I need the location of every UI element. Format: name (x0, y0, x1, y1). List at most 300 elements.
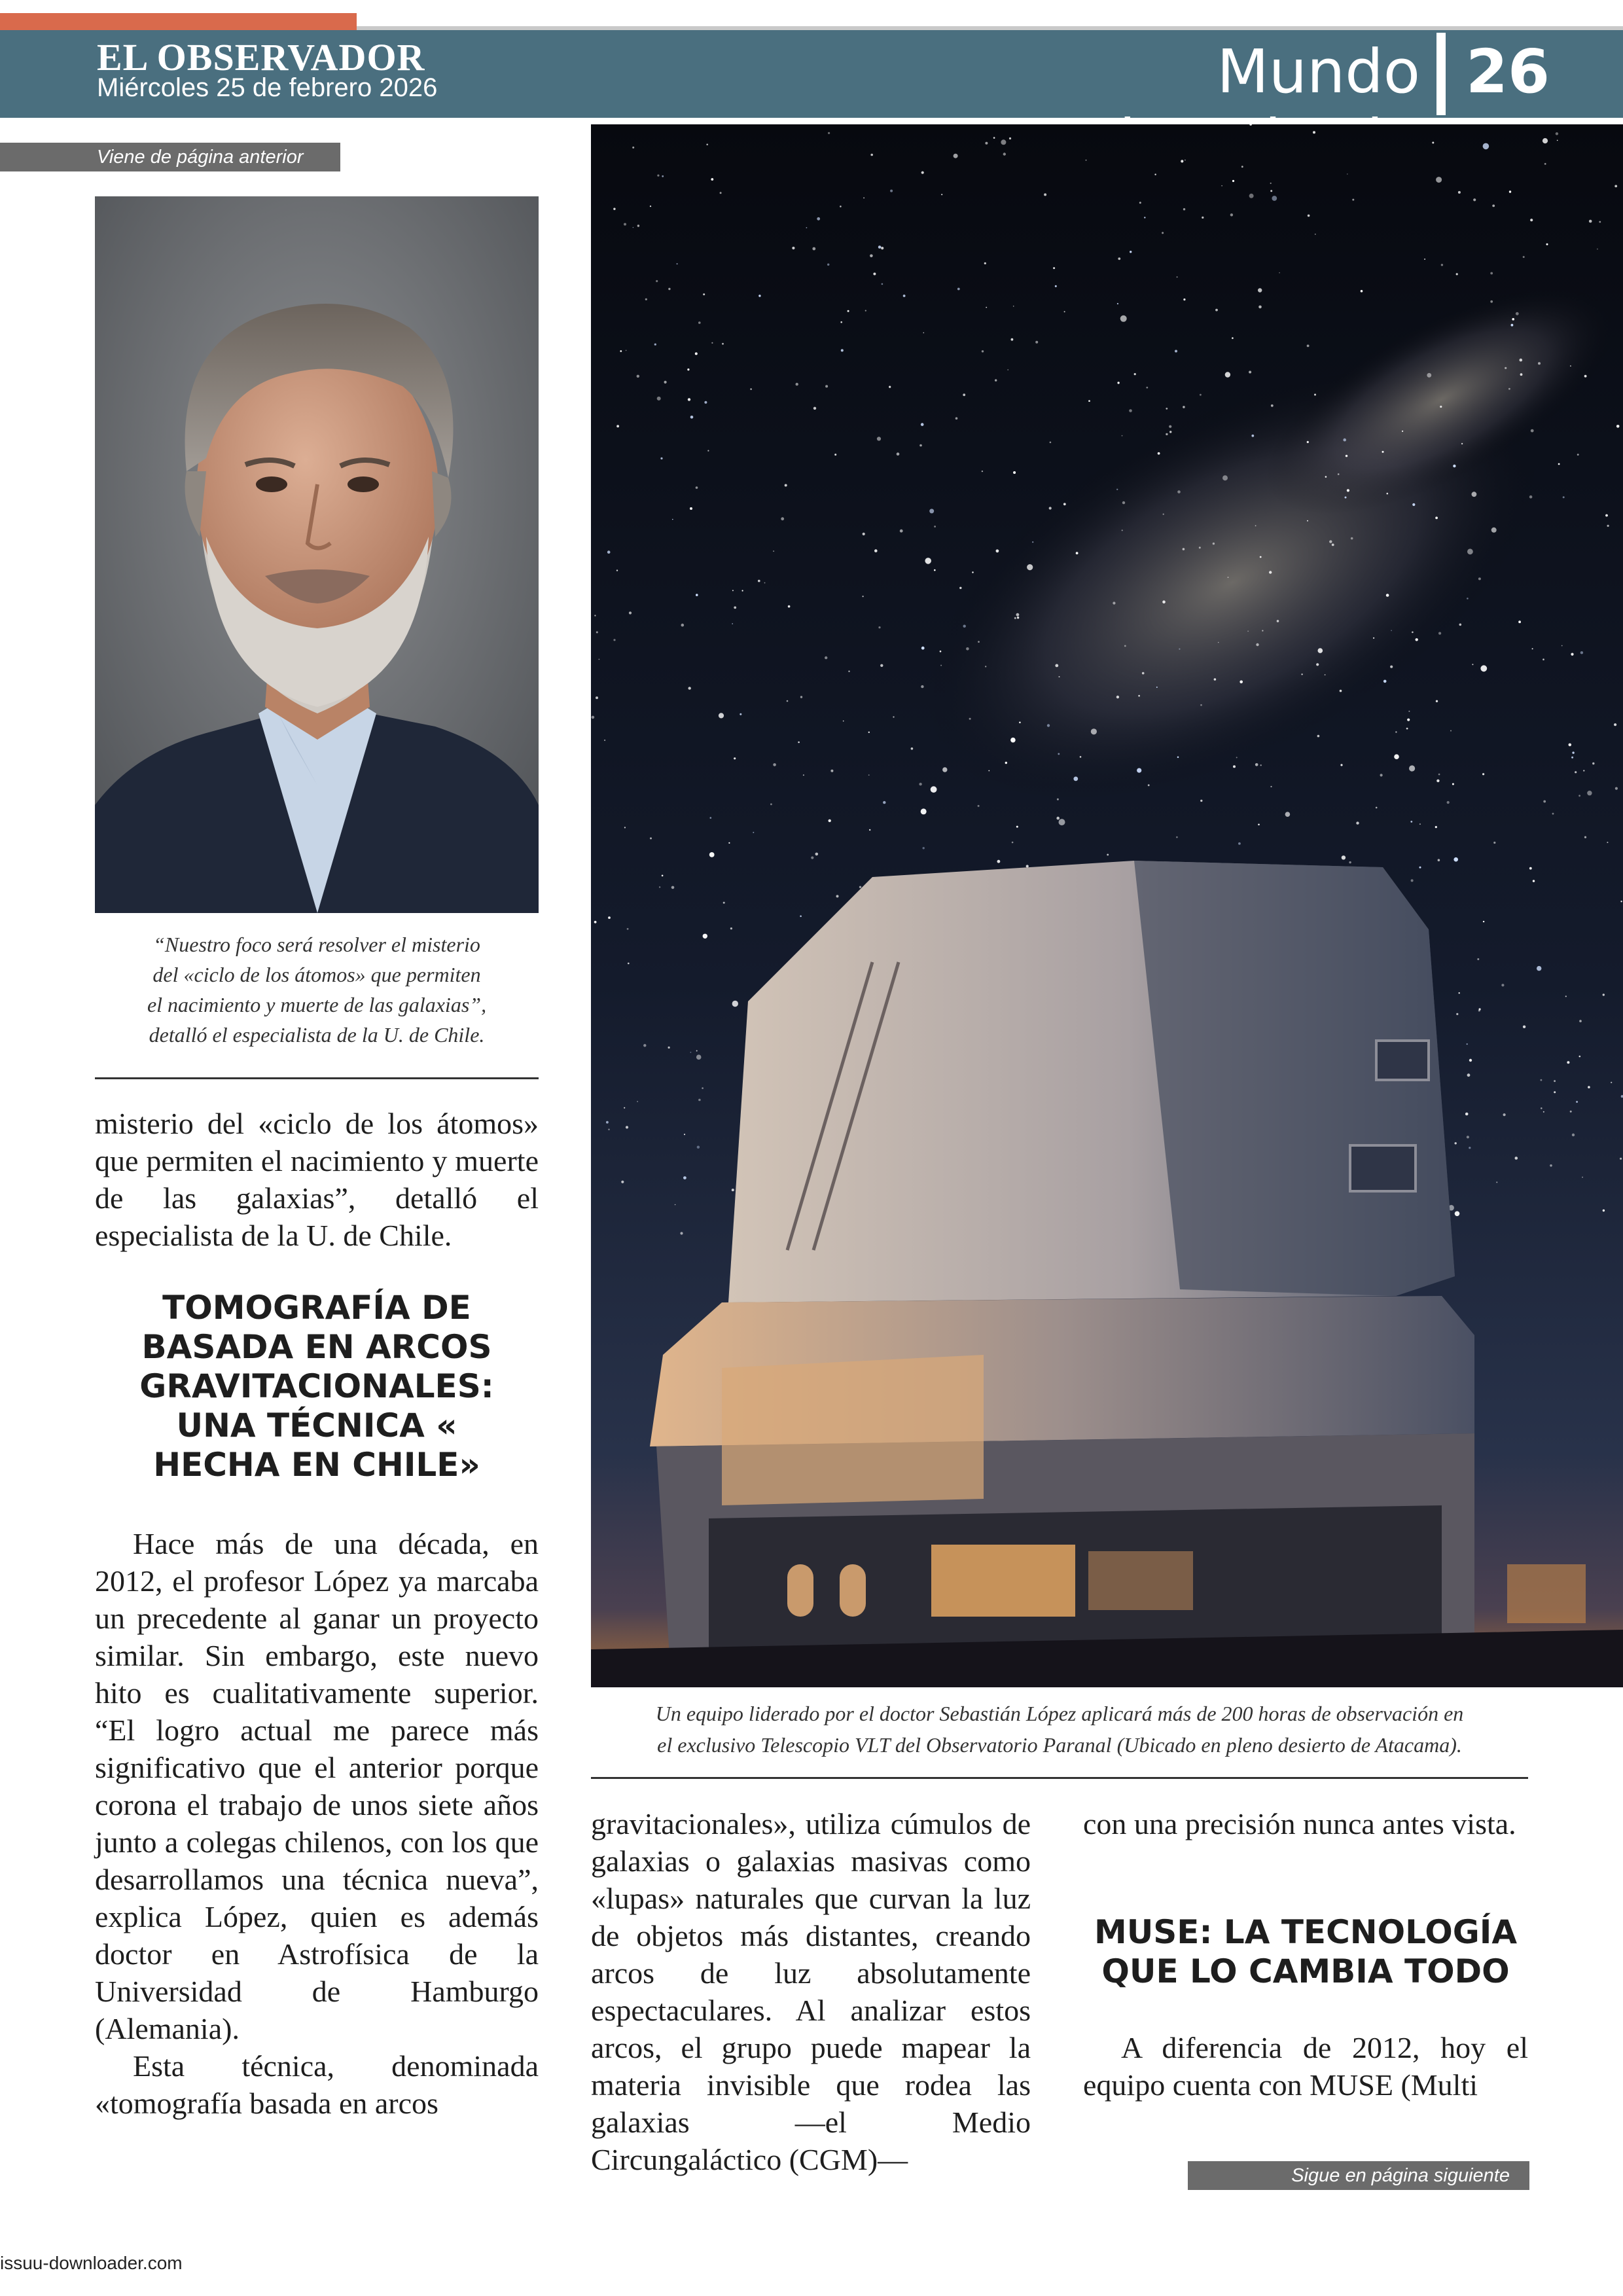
star (1200, 704, 1202, 706)
star (1249, 371, 1251, 374)
star (1279, 272, 1280, 274)
star (637, 375, 639, 378)
star (1251, 435, 1254, 437)
right-column-body (1083, 2029, 1528, 2104)
star (1603, 1210, 1605, 1211)
star (1453, 465, 1455, 467)
star (1578, 795, 1580, 797)
star (1620, 901, 1622, 902)
star (1588, 1086, 1590, 1088)
star (878, 245, 882, 249)
star (1518, 620, 1521, 623)
star (1044, 193, 1046, 196)
star (978, 805, 980, 807)
star (1356, 821, 1359, 824)
star (1492, 205, 1495, 207)
star (690, 507, 692, 510)
star (711, 178, 713, 181)
star (604, 740, 605, 741)
star (865, 310, 866, 312)
star (978, 641, 980, 643)
star (1142, 672, 1145, 675)
star (608, 916, 611, 919)
star (859, 886, 861, 888)
star (1387, 493, 1389, 495)
star (1447, 801, 1450, 804)
star (1055, 664, 1058, 668)
star (683, 1176, 687, 1179)
star (878, 626, 880, 628)
star (1583, 770, 1584, 771)
star (863, 198, 865, 199)
star (1582, 1177, 1583, 1178)
star (923, 847, 925, 849)
star (1391, 630, 1392, 632)
star (1200, 800, 1202, 802)
star (954, 154, 958, 158)
star (1490, 272, 1493, 275)
star (1412, 503, 1415, 506)
star (996, 549, 999, 552)
star (921, 171, 924, 174)
intro-continuation-text (95, 1105, 539, 1254)
star (1139, 202, 1141, 204)
star (921, 423, 924, 426)
star (1222, 475, 1228, 480)
star (1001, 139, 1006, 145)
paragraph: Hace más de una década, en 2012, el profesor López ya marcaba un precedente al ganar un proyecto similar. Sin embargo, este nuevo hito es cualitativamente superior. “El logro actual me parece más significativo que el anterior porque corona el trabajo de unos siete años junto a colegas chilenos, con los que desarrollamos una técnica nueva”, explica López, quien es además doctor en Astrofísica de la Universidad de Hamburgo (Alemania). (95, 1527, 539, 2045)
star (1424, 259, 1425, 260)
star (787, 700, 789, 702)
star (870, 255, 873, 258)
star (934, 569, 936, 571)
star (1122, 435, 1123, 437)
star (684, 1134, 685, 1135)
star (1086, 160, 1087, 161)
star (963, 625, 966, 628)
star (1419, 823, 1421, 825)
star (1440, 406, 1442, 408)
star (628, 963, 630, 965)
star (1063, 503, 1066, 505)
star (800, 696, 802, 698)
star (1571, 757, 1573, 759)
star (931, 786, 937, 793)
star (1080, 756, 1082, 758)
star (1435, 826, 1437, 828)
star (836, 895, 839, 897)
star (985, 142, 988, 145)
star (675, 1204, 676, 1206)
paragraph: A diferencia de 2012, hoy el equipo cuenta con MUSE (Multi (1083, 2031, 1528, 2102)
star (1380, 774, 1383, 776)
star (1565, 996, 1567, 997)
star (703, 293, 705, 295)
star (1501, 984, 1504, 986)
star (624, 827, 626, 828)
star (1556, 132, 1558, 135)
star (986, 307, 987, 308)
star (1200, 394, 1202, 396)
star (1570, 1111, 1572, 1113)
star (657, 397, 661, 401)
star (788, 605, 791, 608)
star (911, 747, 914, 750)
star (637, 224, 639, 226)
star (1552, 813, 1554, 815)
paragraph: Esta técnica, denominada «tomografía basada en arcos (95, 2049, 539, 2120)
star (1158, 452, 1160, 455)
star (1605, 514, 1608, 517)
star (1406, 728, 1408, 730)
star (758, 295, 760, 296)
star (1213, 543, 1215, 545)
star (1317, 735, 1320, 738)
star (1055, 285, 1057, 287)
star (1214, 678, 1217, 681)
telescope-photo (591, 124, 1623, 1687)
star (1236, 757, 1238, 758)
star (1228, 577, 1229, 578)
star (1232, 337, 1234, 339)
star (770, 803, 772, 805)
star (1169, 425, 1171, 428)
star (1515, 1157, 1518, 1160)
star (1162, 232, 1164, 234)
star (785, 484, 787, 487)
star (811, 856, 813, 859)
star (972, 571, 973, 573)
star (626, 1126, 628, 1128)
star (1340, 690, 1342, 692)
star (1508, 388, 1510, 390)
star (919, 783, 921, 785)
star (1325, 674, 1326, 675)
star (728, 842, 730, 844)
star (707, 450, 709, 452)
star (883, 801, 885, 804)
star (890, 190, 893, 192)
star (1543, 1111, 1544, 1113)
star (742, 590, 743, 591)
star (1615, 787, 1618, 790)
star (1059, 676, 1060, 677)
star (1435, 516, 1438, 519)
star (1467, 548, 1473, 554)
star (1611, 1082, 1612, 1083)
star (1541, 1079, 1543, 1081)
star (841, 349, 844, 351)
star (1557, 140, 1558, 141)
star (1472, 664, 1473, 665)
star (1156, 687, 1158, 688)
star (1346, 455, 1347, 457)
star (840, 321, 842, 323)
subheading-line: MUSE: LA TECNOLOGÍA (1094, 1913, 1518, 1951)
star (1076, 552, 1079, 554)
star (662, 875, 664, 877)
star (940, 665, 942, 666)
star (877, 437, 881, 440)
star (654, 344, 656, 346)
star (645, 298, 647, 300)
star (1543, 138, 1548, 143)
star (1597, 249, 1598, 250)
star (781, 517, 784, 520)
star (732, 590, 734, 591)
star (1013, 306, 1014, 307)
star (1452, 783, 1454, 785)
left-column-body (95, 1525, 539, 2122)
subheading-line: UNA TÉCNICA « (176, 1407, 457, 1444)
star (1607, 525, 1609, 527)
star (1050, 442, 1052, 444)
star (1532, 648, 1533, 649)
star (1383, 680, 1387, 683)
star (1116, 696, 1119, 698)
star (1124, 645, 1126, 647)
star (1345, 497, 1347, 499)
star (942, 767, 947, 772)
star (1177, 490, 1181, 493)
paragraph: gravitacionales», utiliza cúmulos de galaxias o galaxias masivas como «lupas» naturales que curvan la luz de objetos más distantes, creando arcos de luz absolutamente espectaculares. Al analizar estos arcos, el grupo puede mapear la materia invisible que rodea las galaxias —el Medio Circungaláctico (CGM)— (591, 1807, 1031, 2176)
star (1269, 571, 1272, 573)
star (1017, 617, 1019, 619)
star (624, 1107, 625, 1109)
star (1225, 372, 1230, 377)
star (1467, 1136, 1469, 1138)
star (1270, 190, 1272, 192)
star (966, 647, 969, 651)
star (1412, 632, 1414, 634)
star (696, 486, 698, 489)
star (813, 407, 816, 410)
star (1117, 303, 1118, 304)
star (840, 206, 842, 207)
star (1543, 800, 1546, 803)
portrait-caption (95, 929, 539, 1050)
star (1441, 264, 1443, 266)
star (1543, 658, 1544, 660)
star (1523, 1026, 1525, 1028)
star (723, 902, 725, 904)
previous-page-tag[interactable]: Viene de página anterior (0, 143, 340, 171)
star (941, 194, 942, 195)
star (800, 916, 802, 918)
star (1469, 1147, 1471, 1149)
star (1349, 861, 1351, 863)
star (934, 526, 936, 528)
star (1373, 637, 1374, 639)
star (1459, 992, 1460, 994)
star (697, 1146, 700, 1149)
star (1270, 786, 1272, 787)
star (1318, 648, 1323, 653)
star (1301, 673, 1302, 675)
star (662, 175, 664, 177)
star (1493, 842, 1495, 844)
star (1032, 541, 1033, 543)
star (1465, 1113, 1469, 1116)
star (613, 208, 615, 210)
star (880, 664, 883, 667)
star (1558, 463, 1560, 465)
star (656, 280, 658, 282)
star (1491, 528, 1497, 533)
star (710, 817, 712, 819)
star (702, 1087, 704, 1089)
star (740, 713, 741, 715)
star (594, 921, 597, 924)
star (677, 263, 678, 264)
next-page-tag[interactable]: Sigue en página siguiente (1188, 2161, 1529, 2190)
star (1053, 267, 1055, 269)
star (1215, 309, 1218, 312)
star (1520, 373, 1523, 376)
star (1340, 764, 1342, 766)
star (1351, 537, 1353, 540)
star (1569, 744, 1572, 747)
star (1175, 350, 1177, 353)
star (1130, 251, 1132, 253)
star (1467, 598, 1469, 600)
star (722, 343, 724, 345)
star (1233, 765, 1236, 768)
star (1455, 1142, 1457, 1144)
star (621, 1181, 624, 1183)
star (1088, 400, 1090, 402)
star (1129, 409, 1132, 412)
star (792, 247, 794, 249)
star (1247, 631, 1249, 632)
star (1550, 1164, 1552, 1167)
star (732, 1189, 734, 1191)
star (1572, 1134, 1575, 1136)
star (1456, 273, 1458, 275)
star (929, 509, 934, 513)
star (988, 770, 990, 772)
star (1530, 219, 1533, 221)
star (1307, 441, 1309, 443)
star (687, 368, 689, 370)
star (657, 175, 659, 177)
star (803, 774, 804, 776)
star (1011, 338, 1014, 341)
subheading-line: GRAVITACIONALES: (139, 1367, 494, 1405)
star (620, 350, 622, 352)
star (659, 886, 660, 888)
star (1027, 564, 1033, 570)
star (1407, 719, 1410, 721)
star (698, 321, 701, 324)
star (1342, 855, 1346, 859)
star (1411, 879, 1414, 882)
star (869, 829, 870, 831)
star (923, 332, 925, 334)
star (1570, 365, 1571, 367)
star (1614, 185, 1617, 188)
star (627, 928, 629, 930)
star (758, 580, 760, 583)
star (868, 732, 870, 733)
portrait-caption-line: detalló el especialista de la U. de Chile. (149, 1023, 485, 1047)
star (982, 471, 983, 472)
star (730, 927, 732, 929)
star (1137, 768, 1141, 773)
star (1516, 312, 1519, 315)
star (698, 1099, 701, 1102)
star (1249, 194, 1254, 198)
star (1572, 751, 1574, 753)
star (696, 1050, 698, 1052)
star (1529, 495, 1533, 499)
star (959, 587, 961, 589)
star (1455, 1211, 1460, 1217)
star (1258, 824, 1260, 826)
star (1386, 594, 1389, 597)
star (1409, 765, 1415, 771)
star (1438, 632, 1441, 635)
star (681, 624, 685, 627)
star (1511, 324, 1514, 327)
star (863, 533, 865, 535)
subheading-muse (1083, 1912, 1528, 1991)
star (1144, 217, 1145, 218)
star (1307, 345, 1310, 348)
star (1607, 842, 1608, 843)
star (703, 934, 707, 939)
star (1199, 547, 1201, 548)
star (1496, 1181, 1497, 1183)
star (1376, 807, 1378, 809)
star (1592, 762, 1594, 764)
star (1603, 994, 1605, 996)
telescope-caption-line: Un equipo liderado por el doctor Sebastián López aplicará más de 200 horas de observación en (655, 1702, 1464, 1725)
star (1241, 166, 1243, 168)
star (1271, 404, 1274, 407)
star (696, 1054, 702, 1060)
star (750, 388, 752, 390)
star (957, 288, 960, 291)
star (1490, 300, 1493, 303)
star (827, 264, 829, 266)
star (1512, 318, 1514, 321)
star (825, 385, 828, 387)
star (1402, 431, 1403, 432)
star (650, 206, 651, 207)
star (1483, 921, 1484, 922)
star (1561, 645, 1563, 647)
star (1019, 722, 1021, 724)
header-accent-bar (0, 13, 357, 30)
star (1352, 199, 1354, 201)
star (1480, 665, 1487, 672)
star (1120, 315, 1127, 322)
star (753, 832, 754, 833)
portrait-caption-line: el nacimiento y muerte de las galaxias”, (147, 993, 487, 1016)
star (829, 819, 831, 822)
portrait-caption-line: “Nuestro foco será resolver el misterio (153, 933, 480, 956)
star (1026, 865, 1029, 867)
portrait-caption-line: del «ciclo de los átomos» que permiten (152, 963, 481, 986)
star (1166, 433, 1168, 435)
star (773, 763, 776, 766)
star (997, 860, 1001, 863)
star (704, 401, 707, 404)
star (1016, 826, 1018, 828)
star (1134, 373, 1136, 375)
star (1012, 842, 1014, 844)
